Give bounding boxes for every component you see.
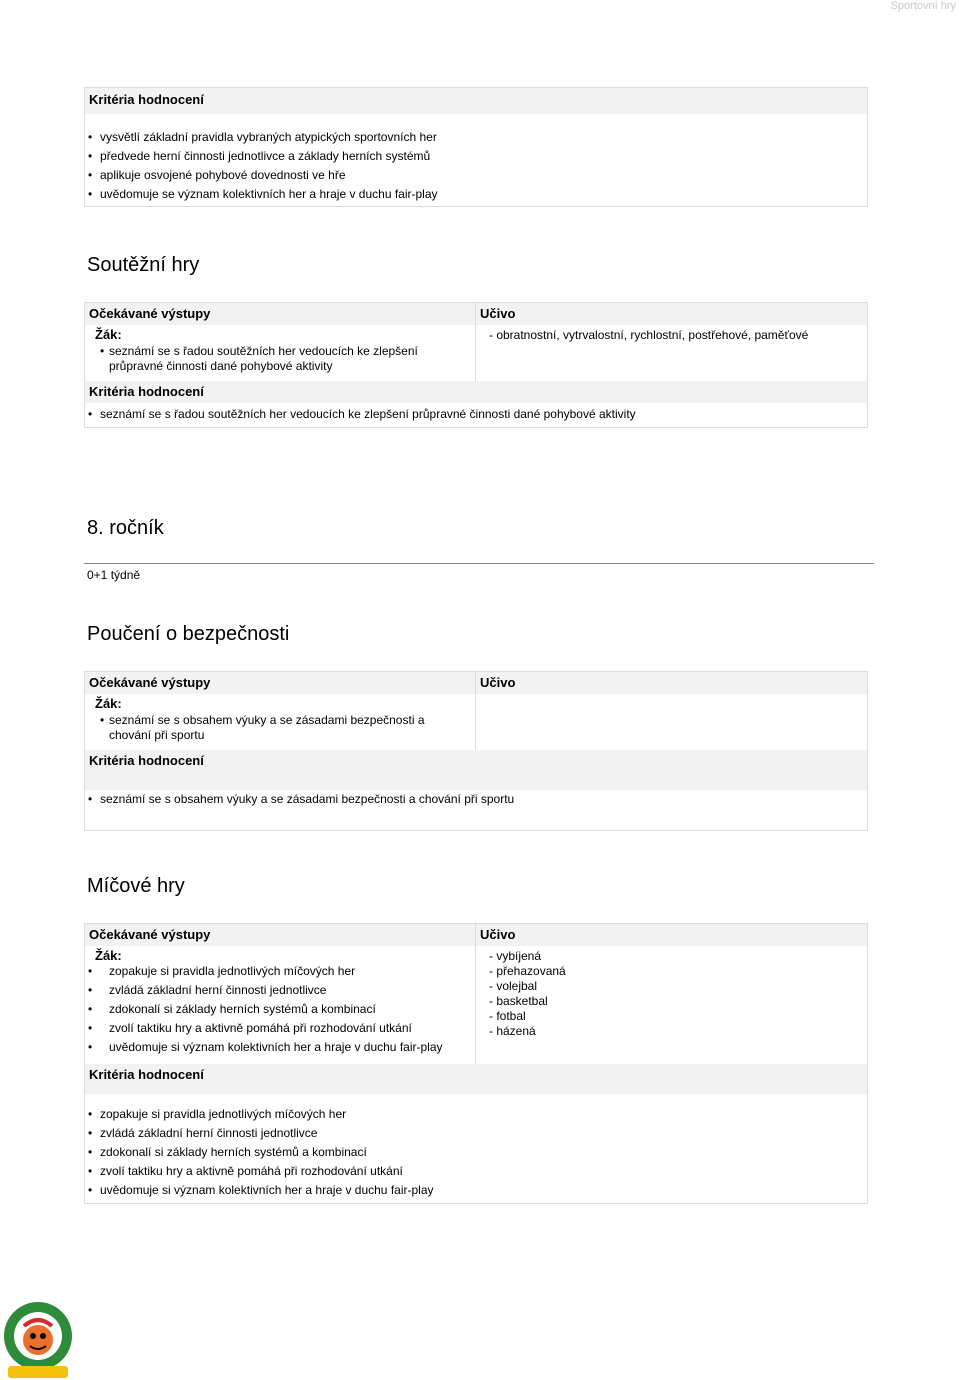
curriculum-item: - fotbal bbox=[489, 1009, 526, 1023]
curriculum-list bbox=[489, 949, 566, 1039]
list-item: • zopakuje si pravidla jednotlivých míčových her bbox=[85, 962, 475, 981]
list-item: • předvede herní činnosti jednotlivce a základy herních systémů bbox=[85, 147, 438, 166]
curriculum-heading: Učivo bbox=[476, 924, 867, 946]
list-item: • uvědomuje se význam kolektivních her a hraje v duchu fair-play bbox=[85, 185, 438, 204]
section-title-ball: Míčové hry bbox=[87, 875, 185, 897]
criteria-list bbox=[85, 1105, 867, 1200]
criteria-list bbox=[85, 128, 438, 204]
criteria-list bbox=[85, 790, 867, 809]
section-title-safety: Poučení o bezpečnosti bbox=[87, 623, 290, 645]
criteria-list bbox=[85, 405, 867, 424]
list-item: • seznámí se s obsahem výuky a se zásadami bezpečnosti a chování při sportu bbox=[85, 713, 475, 743]
pupil-label: Žák: bbox=[95, 327, 122, 342]
curriculum-text: - obratnostní, vytrvalostní, rychlostní, postřehové, paměťové bbox=[489, 328, 809, 342]
school-logo bbox=[0, 1296, 76, 1380]
list-item: • zvolí taktiku hry a aktivně pomáhá při rozhodování utkání bbox=[85, 1019, 475, 1038]
ball-table bbox=[84, 923, 868, 1204]
outcomes-heading: Očekávané výstupy bbox=[85, 672, 475, 694]
curriculum-item: - basketbal bbox=[489, 994, 548, 1008]
grade-rule bbox=[84, 563, 874, 564]
outcomes-list bbox=[85, 344, 475, 374]
list-item: • zvolí taktiku hry a aktivně pomáhá při rozhodování utkání bbox=[85, 1162, 867, 1181]
curriculum-item: - vybíjená bbox=[489, 949, 542, 963]
list-item: • aplikuje osvojené pohybové dovednosti ve hře bbox=[85, 166, 438, 185]
list-item: • uvědomuje si význam kolektivních her a hraje v duchu fair-play bbox=[85, 1038, 475, 1057]
curriculum-heading: Učivo bbox=[476, 672, 867, 694]
curriculum-item: - volejbal bbox=[489, 979, 538, 993]
criteria-heading: Kritéria hodnocení bbox=[85, 381, 867, 403]
curriculum-item: - přehazovaná bbox=[489, 964, 566, 978]
pupil-label: Žák: bbox=[95, 696, 122, 711]
outcomes-list bbox=[85, 713, 475, 743]
section-title-competitive: Soutěžní hry bbox=[87, 254, 200, 276]
list-item: • seznámí se s obsahem výuky a se zásadami bezpečnosti a chování při sportu bbox=[85, 790, 867, 809]
outcomes-heading: Očekávané výstupy bbox=[85, 303, 475, 325]
curriculum-heading: Učivo bbox=[476, 303, 867, 325]
competitive-table bbox=[84, 302, 868, 428]
pupil-label: Žák: bbox=[95, 948, 122, 963]
criteria-heading: Kritéria hodnocení bbox=[85, 750, 867, 790]
list-item: • zvládá základní herní činnosti jednotlivce bbox=[85, 981, 475, 1000]
outcomes-list bbox=[85, 962, 475, 1057]
list-item: • uvědomuje si význam kolektivních her a hraje v duchu fair-play bbox=[85, 1181, 867, 1200]
criteria-heading: Kritéria hodnocení bbox=[85, 88, 867, 114]
list-item: • seznámí se s řadou soutěžních her vedoucích ke zlepšení průpravné činnosti dané pohybové aktivity bbox=[85, 405, 867, 424]
list-item: • zdokonalí si základy herních systémů a kombinací bbox=[85, 1143, 867, 1162]
list-item: • zdokonalí si základy herních systémů a kombinací bbox=[85, 1000, 475, 1019]
grade-title: 8. ročník bbox=[87, 517, 164, 539]
grade-hours: 0+1 týdně bbox=[87, 568, 141, 582]
running-header: Sportovní hry bbox=[890, 0, 956, 12]
list-item: • seznámí se s řadou soutěžních her vedoucích ke zlepšení průpravné činnosti dané pohybové aktivity bbox=[85, 344, 475, 374]
list-item: • zopakuje si pravidla jednotlivých míčových her bbox=[85, 1105, 867, 1124]
criteria-box-top bbox=[84, 87, 868, 207]
criteria-heading: Kritéria hodnocení bbox=[85, 1064, 867, 1094]
list-item: • vysvětlí základní pravidla vybraných atypických sportovních her bbox=[85, 128, 438, 147]
curriculum-item: - házená bbox=[489, 1024, 536, 1038]
safety-table bbox=[84, 671, 868, 831]
list-item: • zvládá základní herní činnosti jednotlivce bbox=[85, 1124, 867, 1143]
outcomes-heading: Očekávané výstupy bbox=[85, 924, 475, 946]
